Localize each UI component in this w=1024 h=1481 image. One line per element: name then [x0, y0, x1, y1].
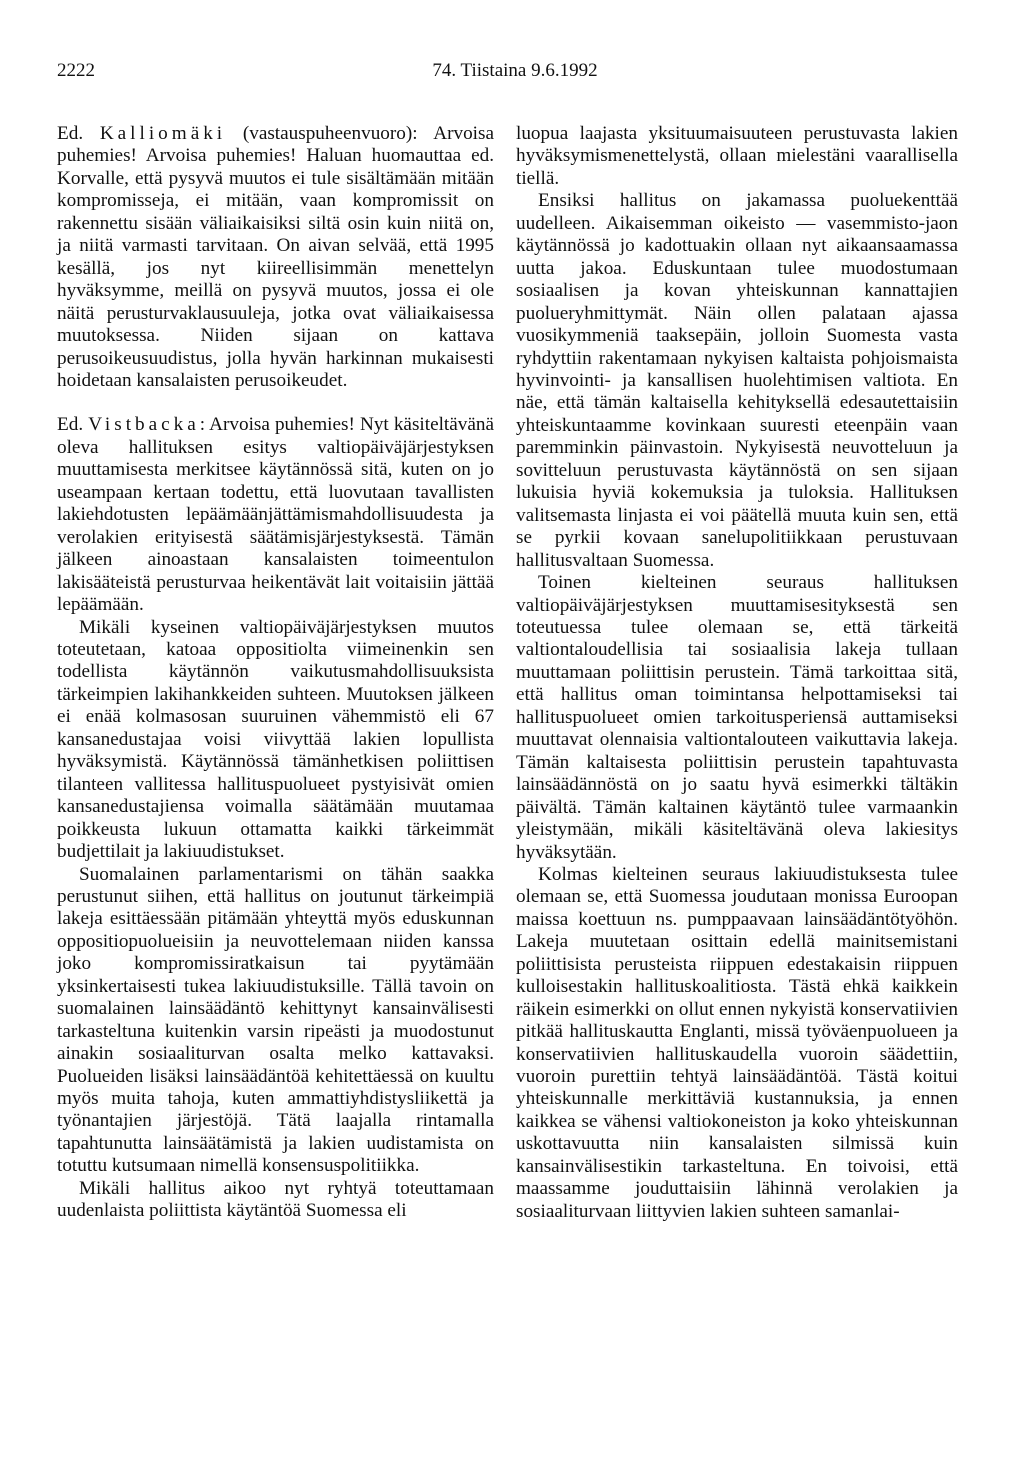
speech-text: (vastauspuheenvuoro): Arvoisa puhemies! Arvoisa puhemies! Haluan huomauttaa ed. Korvalle, että pysyvä muutos ei tule sisältämään mitään kompromisseja, ei mitään, vaan kompromissit on rakennettu sisään väliaikaisiksi siltä osin kuin niitä on, ja niitä varmasti tarvitaan. On aivan selvää, että 1995 kesällä, jos nyt kiireellisimmän menettelyn hyväksymme, meillä on pysyvä muutos, jossa ei ole näitä perusturvaklausuuleja, jotka ovat väliaikaisessa muutoksessa. Niiden sijaan on kattava perusoikeusuudistus, jolla hyvän harkinnan mukaisesti hoidetaan kansalaisten perusoikeudet.: [57, 123, 494, 391]
speech-kalliomaki: [57, 123, 494, 392]
left-column: [57, 123, 494, 1223]
speaker-prefix: Ed.: [57, 414, 89, 436]
paragraph: Mikäli kyseinen valtiopäiväjärjestyksen muutos toteutetaan, katoaa oppositiolta viimeinenkin sen todellista käytännön vaikutusmahdollisuuksista tärkeimpien lakihankkeiden suhteen. Muutoksen jälkeen ei enää kolmasosan suuruinen vähemmistö eli 67 kansanedustajaa voisi viivyttää lakien lopullista hyväksymistä. Käytännössä tämänhetkisen poliittisen tilanteen vallitessa hallituspuolueet pystyisivät omien kansanedustajiensa voimalla säätämään muutamaa poikkeusta lukuun ottamatta kaikki tärkeimmät budjettilait ja lakiuudistukset.: [57, 616, 494, 863]
speaker-name: Kalliomäki: [99, 123, 227, 144]
speech-text: : Arvoisa puhemies! Nyt käsiteltävänä oleva hallituksen esitys valtiopäiväjärjestyksen muuttamisesta merkitsee käytännössä sitä, kuten on jo useampaan kertaan todettu, että luovutaan tavallisten lakiehdotusten lepäämäänjättämismahdollisuudesta ja verolakien erityisestä säätämisjärjestyksestä. Tämän jälkeen ainoastaan kansalaisten toimeentulon lakisääteistä perusturvaa heikentävät lait voitaisiin jättää lepäämään.: [57, 414, 494, 616]
speech-vistbacka: [57, 414, 494, 616]
right-column: [516, 123, 958, 1223]
page-header: [57, 60, 973, 88]
speaker-name: Vistbacka: [88, 414, 200, 436]
paragraph: Ensiksi hallitus on jakamassa puoluekenttää uudelleen. Aikaisemman oikeisto — vasemmisto-jaon käytännössä jo kadottuakin ollaan nyt aikaansaamassa uutta jakoa. Eduskuntaan tulee muodostumaan sosiaalisen ja kovan yhteiskunnan kannattajien puolueryhmittymät. Näin ollen palataan ajassa vuosikymmeniä taaksepäin, jolloin Suomesta vasta ryhdyttiin rakentamaan nykyisen kaltaista pohjoismaista hyvinvointi- ja kansallisen huolehtimisen valtiota. En näe, että tämän kaltaisella kehityksellä edesautettaisiin yhteiskuntaamme kovinkaan suuresti eteenpäin vaan paremminkin päinvastoin. Nykyisestä neuvotteluun ja sovitteluun perustuvasta käytännöstä on sen sijaan lukuisia hyviä kokemuksia ja tuloksia. Hallituksen valitsemasta linjasta ei voi päätellä muuta kuin sen, että se pyrkii kovaan sanelupolitiikkaan perustuvaan hallitusvaltaan Suomessa.: [516, 190, 958, 571]
paragraph: Toinen kielteinen seuraus hallituksen valtiopäiväjärjestyksen muuttamisesityksestä sen toteutuessa tulee olemaan se, että tärkeitä valtiontaloudellisia tai sosiaalisia lakeja tullaan muuttamaan poliittisin perustein. Tämä tarkoittaa sitä, että hallitus oman toimintansa helpottamiseksi tai hallituspuolueet omien tarkoitusperiensä auttamiseksi muuttavat olennaisia valtiontalouteen vaikuttavia lakeja. Tämän kaltaisesta poliittisin perustein tapahtuvasta lainsäädännöstä on jo saatu hyvä esimerkki tältäkin päivältä. Tämän kaltainen käytäntö tulee varmaankin yleistymään, mikäli käsiteltävänä oleva lakiesitys hyväksytään.: [516, 572, 958, 863]
paragraph: Kolmas kielteinen seuraus lakiuudistuksesta tulee olemaan se, että Suomessa joudutaan monissa Euroopan maissa koettuun ns. pumppaavaan lainsäädäntötyöhön. Lakeja muutetaan osittain edellä mainitsemistani poliittisista perusteista riippuen edestakaisin riippuen kulloisestakin hallituskoalitiosta. Tästä ehkä kaikkein räikein esimerkki on ollut ennen nykyistä konservatiivien pitkää hallituskautta Englanti, missä työväenpuolueen ja konservatiivien hallituskaudella vuoroin säädettiin, vuoroin purettiin tehtyä lainsäädäntöä. Tästä koitui yhteiskunnalle merkittäviä kustannuksia, ja ennen kaikkea se vähensi valtiokoneiston ja koko yhteiskunnan uskottavuutta niin kansalaisten silmissä kuin kansainvälisestikin tarkasteltuna. En toivoisi, että maassamme jouduttaisiin lähinnä verolakien ja sosiaaliturvaan liittyvien lakien suhteen samanlai-: [516, 863, 958, 1222]
paragraph: Suomalainen parlamentarismi on tähän saakka perustunut siihen, että hallitus on joutunut tärkeimpiä lakeja esittäessään pitämään yhteyttä myös eduskunnan oppositiopuolueisiin ja neuvottelemaan niiden kanssa joko kompromissiratkaisun tai pyytämään yksinkertaisesti tukea lakiuudistuksille. Tällä tavoin on suomalainen lainsäädäntö kehittynyt kansainvälisesti tarkasteltuna kuitenkin varsin ripeästi ja muodostunut ainakin sosiaaliturvan osalta melko kattavaksi. Puolueiden lisäksi lainsäädäntöä kehitettäessä on kuultu myös muita tahoja, kuten ammattiyhdistysliikettä ja työnantajien järjestöjä. Tätä laajalla rintamalla tapahtunutta lainsäätämistä ja lakien uudistamista on totuttu kutsumaan nimellä konsensuspolitiikka.: [57, 863, 494, 1177]
paragraph: luopua laajasta yksituumaisuuteen perustuvasta lakien hyväksymismenettelystä, ollaan mielestäni vaarallisella tiellä.: [516, 123, 958, 189]
paragraph: Mikäli hallitus aikoo nyt ryhtyä toteuttamaan uudenlaista poliittista käytäntöä Suomessa eli: [57, 1177, 494, 1222]
page-number: 2222: [57, 60, 95, 81]
speaker-prefix: Ed.: [57, 123, 100, 144]
issue-date: 74. Tiistaina 9.6.1992: [432, 60, 598, 81]
